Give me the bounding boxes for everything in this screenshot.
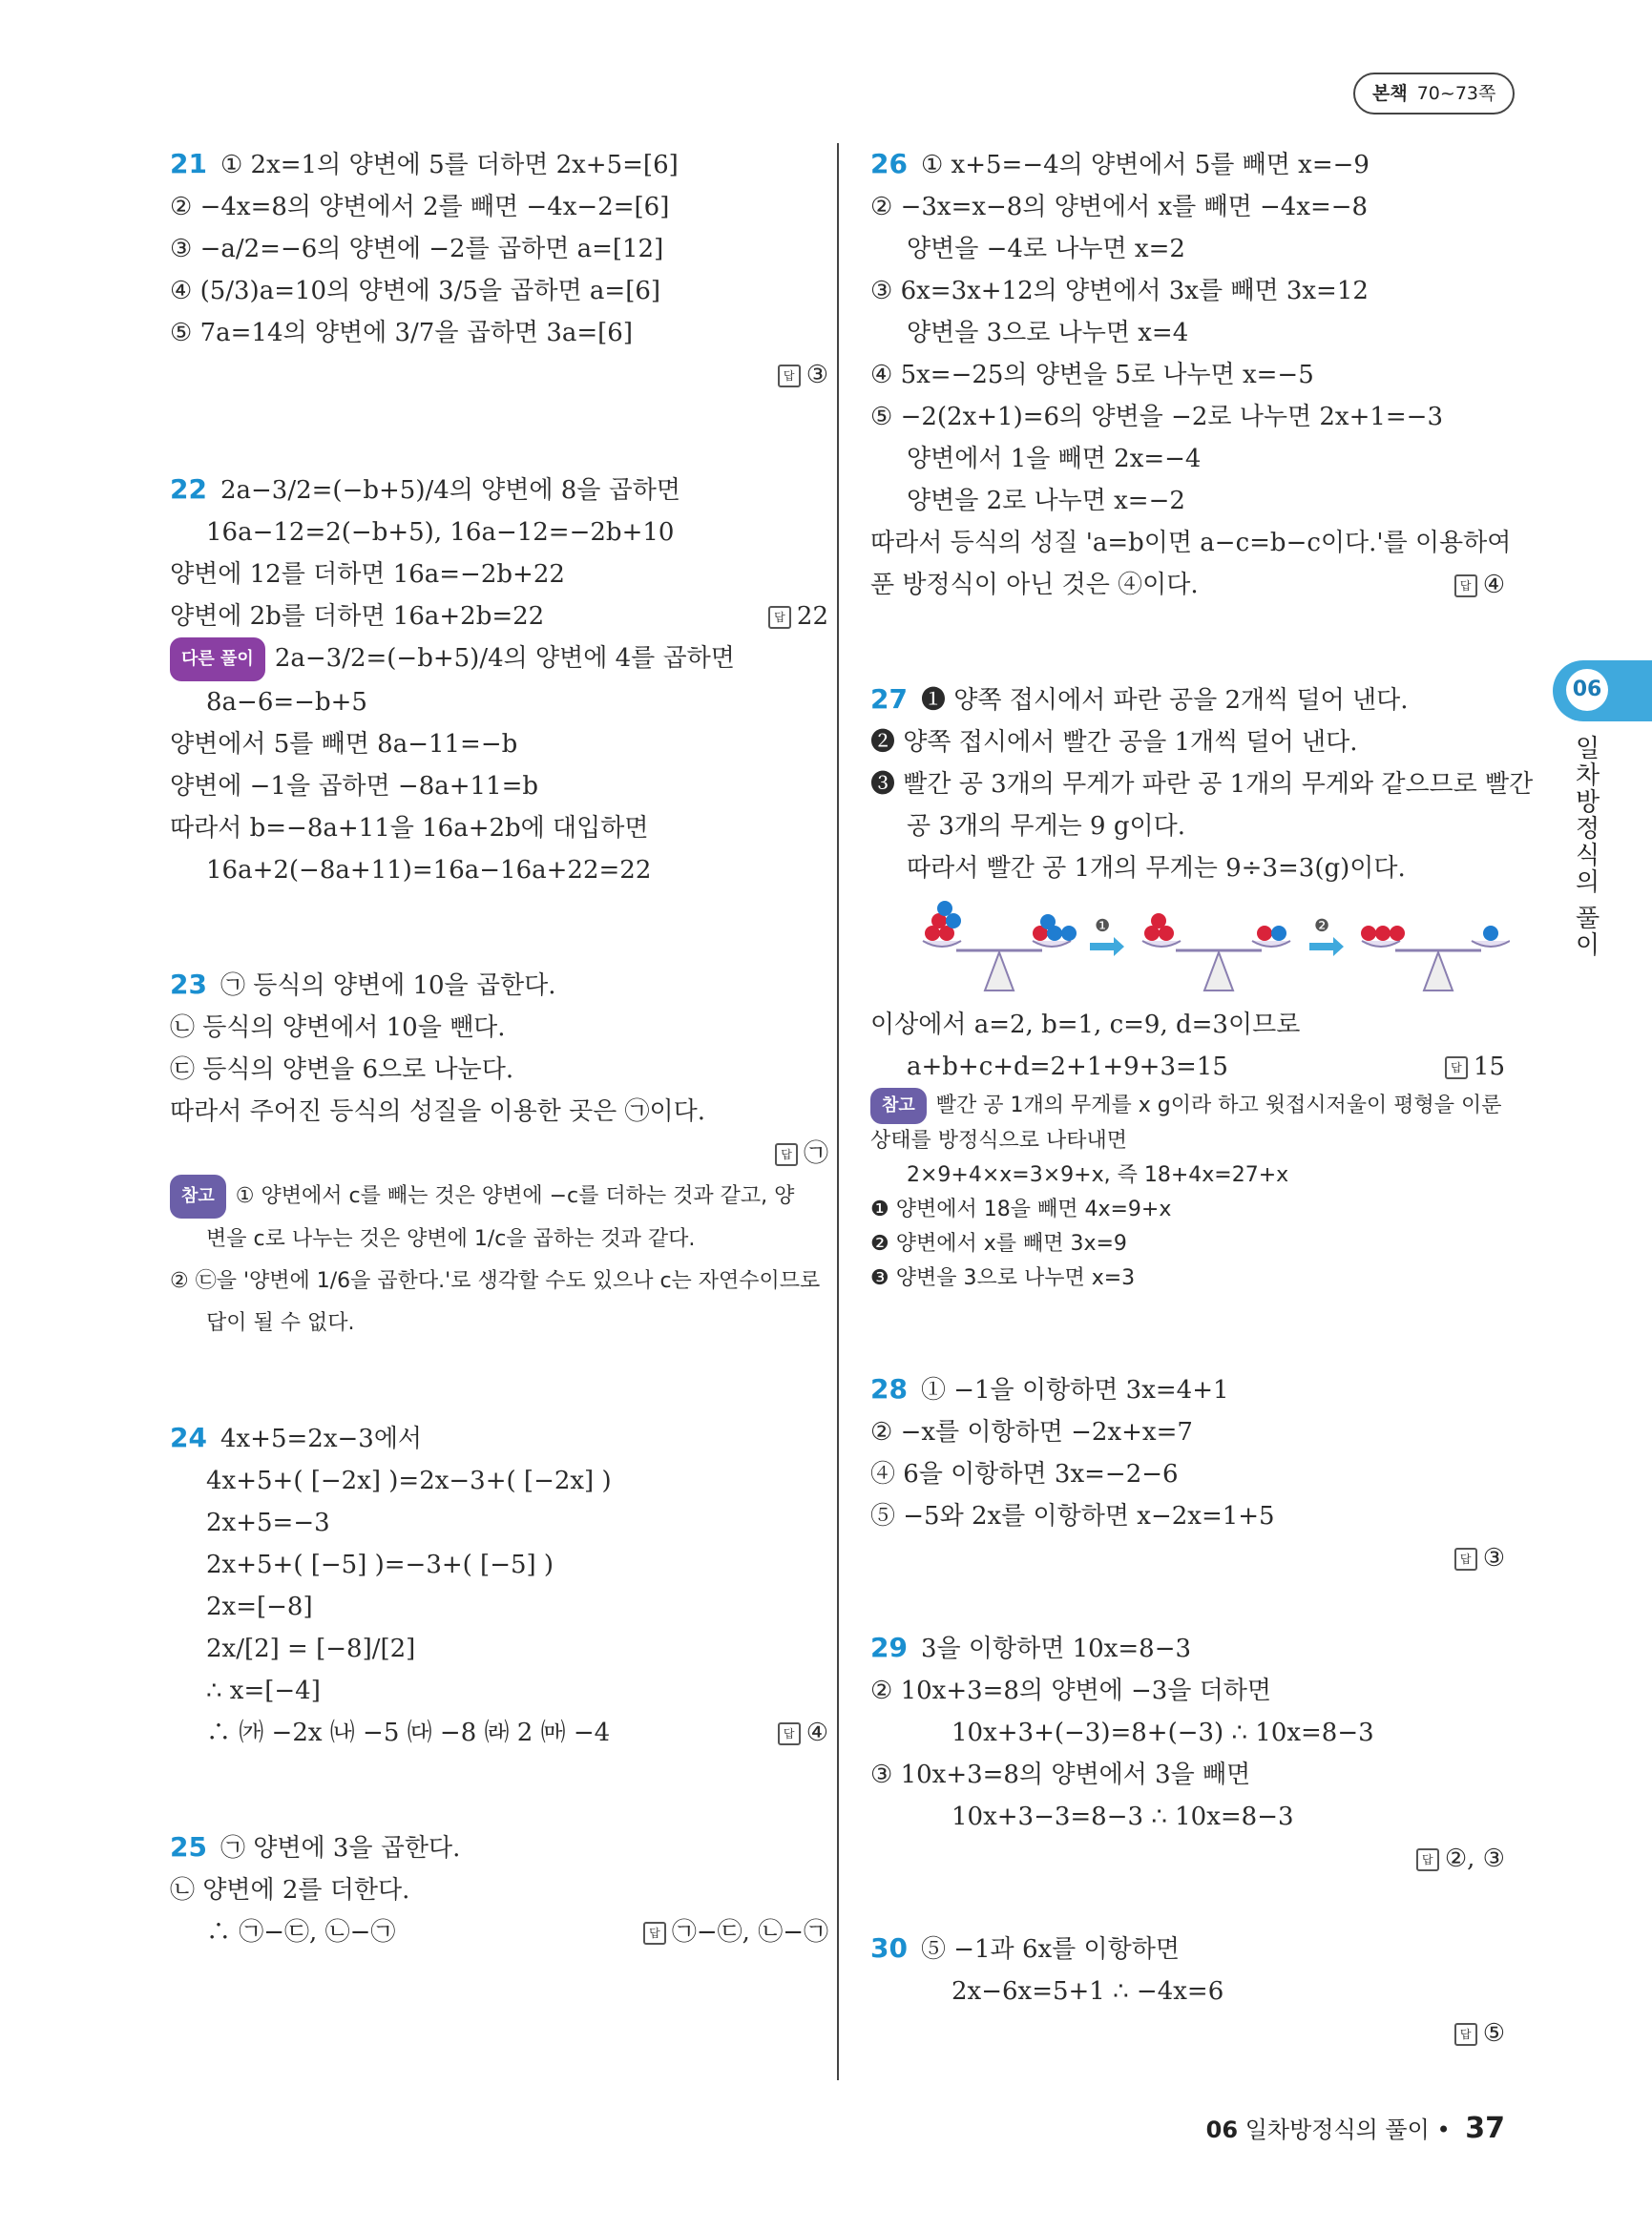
answer-icon: 답 <box>1454 1548 1477 1571</box>
solution-line: 양변에서 5를 빼면 8a−11=−b <box>170 730 518 759</box>
page-footer <box>1206 2111 1505 2145</box>
problem-number: 26 <box>870 148 908 179</box>
solution-line: ④ 5x=−25의 양변을 5로 나누면 x=−5 <box>870 361 1314 389</box>
arrow-icon <box>1309 937 1344 956</box>
solution-line: ㉠ 양변에 3을 곱한다. <box>220 1834 461 1863</box>
chapter-side-label: 일차방정식의 풀이 <box>1571 735 1600 959</box>
solution-line: 이상에서 a=2, b=1, c=9, d=3이므로 <box>870 1011 1301 1039</box>
problem-30 <box>870 1928 1505 2054</box>
answer: 답 22 <box>768 595 828 637</box>
solution-line: 2x−6x=5+1 ∴ −4x=6 <box>951 1977 1224 2006</box>
problem-29 <box>870 1627 1505 1880</box>
note-line: 상태를 방정식으로 나타내면 <box>870 1129 1128 1153</box>
answer-icon: 답 <box>1454 574 1477 597</box>
solution-line: ④ (5/3)a=10의 양변에 3/5을 곱하면 a=[6] <box>170 277 661 305</box>
note-line: 빨간 공 1개의 무게를 x g이라 하고 윗접시저울이 평형을 이룬 <box>935 1094 1502 1117</box>
solution-line: 따라서 주어진 등식의 성질을 이용한 곳은 ㉠이다. <box>170 1097 706 1126</box>
answer-icon: 답 <box>768 606 791 629</box>
solution-line: a+b+c+d=2+1+9+3=15 <box>907 1053 1228 1081</box>
balance-scale-2 <box>1142 913 1290 990</box>
note-tag: 참고 <box>870 1088 927 1124</box>
solution-line: 2a−3/2=(−b+5)/4의 양변에 8을 곱하면 <box>220 476 681 505</box>
footer-separator: • <box>1436 2116 1451 2143</box>
problem-27 <box>870 678 1534 1296</box>
solution-line: 양변에 12를 더하면 16a=−2b+22 <box>170 560 565 589</box>
solution-line: ❷ 양쪽 접시에서 빨간 공을 1개씩 덜어 낸다. <box>870 728 1358 757</box>
solution-line: 양변을 2로 나누면 x=−2 <box>907 487 1185 515</box>
solution-line: 4x+5=2x−3에서 <box>220 1425 423 1453</box>
problem-number: 21 <box>170 148 207 179</box>
problem-number: 28 <box>870 1373 908 1405</box>
solution-line: 양변을 −4로 나누면 x=2 <box>907 235 1185 263</box>
textbook-page-reference: 본책 70~73쪽 <box>1353 73 1515 115</box>
solution-line: ③ 6x=3x+12의 양변에서 3x를 빼면 3x=12 <box>870 277 1369 305</box>
balance-scale-3 <box>1361 926 1510 990</box>
problem-25 <box>170 1826 828 1953</box>
solution-line: ④ 6을 이항하면 3x=−2−6 <box>870 1460 1179 1489</box>
note-line: ① 양변에서 c를 빼는 것은 양변에 −c를 더하는 것과 같고, 양 <box>235 1184 795 1208</box>
solution-line: 2x/[2] = [−8]/[2] <box>206 1635 416 1663</box>
answer-icon: 답 <box>643 1922 666 1945</box>
solution-line: ① 2x=1의 양변에 5를 더하면 2x+5=[6] <box>220 151 679 179</box>
note-tag: 참고 <box>170 1175 226 1219</box>
solution-line: ∴ ㈎ −2x ㈏ −5 ㈐ −8 ㈑ 2 ㈒ −4 <box>206 1719 611 1747</box>
note-line: ❷ 양변에서 x를 빼면 3x=9 <box>870 1232 1127 1256</box>
problem-number: 29 <box>870 1632 908 1663</box>
balance-scale-figure <box>899 895 1505 1000</box>
note-line: ② ㉢을 '양변에 1/6을 곱한다.'로 생각할 수도 있으나 c는 자연수이므로 <box>170 1269 821 1293</box>
problem-number: 24 <box>170 1422 207 1453</box>
solution-line: ① x+5=−4의 양변에서 5를 빼면 x=−9 <box>920 151 1370 179</box>
problem-23 <box>170 964 828 1345</box>
solution-line: 따라서 빨간 공 1개의 무게는 9÷3=3(g)이다. <box>907 854 1406 883</box>
solution-line: 따라서 b=−8a+11을 16a+2b에 대입하면 <box>170 814 649 843</box>
solution-line: 양변을 3으로 나누면 x=4 <box>907 319 1189 347</box>
problem-number: 30 <box>870 1932 908 1964</box>
problem-26 <box>870 143 1512 606</box>
page-number: 37 <box>1465 2112 1505 2145</box>
problem-21 <box>170 143 828 396</box>
solution-line: 푼 방정식이 아닌 것은 ④이다. <box>870 571 1199 599</box>
answer: 답 ③ <box>170 354 828 396</box>
answer: 답 ⑤ <box>870 2012 1505 2054</box>
note-line: 변을 c로 나누는 것은 양변에 1/c을 곱하는 것과 같다. <box>206 1227 696 1251</box>
problem-24 <box>170 1417 828 1754</box>
chapter-number-badge: 06 <box>1566 669 1608 711</box>
solution-line: 2x+5=−3 <box>206 1509 330 1537</box>
solution-line: ∴ x=[−4] <box>206 1677 321 1705</box>
solution-line: ① −1을 이항하면 3x=4+1 <box>920 1376 1229 1405</box>
solution-line: 양변에 −1을 곱하면 −8a+11=b <box>170 772 539 801</box>
answer-icon: 답 <box>1416 1848 1439 1871</box>
solution-line: 2a−3/2=(−b+5)/4의 양변에 4를 곱하면 <box>274 644 735 673</box>
solution-line: 16a−12=2(−b+5), 16a−12=−2b+10 <box>206 518 675 547</box>
solution-line: ③ −a/2=−6의 양변에 −2를 곱하면 a=[12] <box>170 235 664 263</box>
solution-line: ∴ ㉠−㉢, ㉡−㉠ <box>206 1918 396 1947</box>
alternative-solution-tag: 다른 풀이 <box>170 637 265 681</box>
solution-line: 3을 이항하면 10x=8−3 <box>920 1635 1192 1663</box>
problem-28 <box>870 1368 1505 1579</box>
step-marker: ❶ <box>1095 916 1111 936</box>
right-column <box>870 143 1534 2074</box>
solution-line: ② −x를 이항하면 −2x+x=7 <box>870 1418 1193 1447</box>
balance-scale-1 <box>923 901 1077 990</box>
footer-chapter: 06 <box>1205 2116 1239 2143</box>
solution-line: ⑤ 7a=14의 양변에 3/7을 곱하면 3a=[6] <box>170 319 633 347</box>
answer: 답 ②, ③ <box>870 1838 1505 1880</box>
column-divider <box>837 143 839 2080</box>
solution-line: 4x+5+( [−2x] )=2x−3+( [−2x] ) <box>206 1467 612 1495</box>
solution-line: 10x+3−3=8−3 ∴ 10x=8−3 <box>951 1803 1294 1831</box>
solution-line: 양변에서 1을 빼면 2x=−4 <box>907 445 1202 473</box>
problem-number: 22 <box>170 473 207 505</box>
solution-line: 2x+5+( [−5] )=−3+( [−5] ) <box>206 1551 554 1579</box>
note-line: 2×9+4×x=3×9+x, 즉 18+4x=27+x <box>907 1163 1289 1187</box>
problem-22 <box>170 469 828 891</box>
answer-icon: 답 <box>778 365 801 387</box>
solution-line: ② −4x=8의 양변에서 2를 빼면 −4x−2=[6] <box>170 193 670 221</box>
answer: 답 ㉠−㉢, ㉡−㉠ <box>643 1911 828 1953</box>
solution-line: ⑤ −1과 6x를 이항하면 <box>920 1935 1180 1964</box>
solution-line: 8a−6=−b+5 <box>206 688 367 717</box>
note-line: 답이 될 수 없다. <box>206 1311 355 1335</box>
answer: 답 ㉠ <box>170 1133 828 1175</box>
answer-icon: 답 <box>1454 2023 1477 2046</box>
answer-icon: 답 <box>1445 1056 1468 1079</box>
solution-line: 양변에 2b를 더하면 16a+2b=22 <box>170 602 545 631</box>
solution-line: ㉡ 양변에 2를 더한다. <box>170 1876 410 1905</box>
problem-number: 25 <box>170 1831 207 1863</box>
chapter-side-tab[interactable] <box>1553 660 1652 721</box>
note-line: ❸ 양변을 3으로 나누면 x=3 <box>870 1266 1136 1290</box>
arrow-icon <box>1090 937 1124 956</box>
answer-icon: 답 <box>778 1722 801 1745</box>
solution-line: ⑤ −5와 2x를 이항하면 x−2x=1+5 <box>870 1502 1275 1531</box>
solution-line: ㉢ 등식의 양변을 6으로 나눈다. <box>170 1055 514 1084</box>
solution-line: ③ 10x+3=8의 양변에서 3을 빼면 <box>870 1761 1251 1789</box>
solution-line: 따라서 등식의 성질 'a=b이면 a−c=b−c이다.'를 이용하여 <box>870 529 1512 557</box>
solution-line: 공 3개의 무게는 9 g이다. <box>907 812 1185 841</box>
problem-number: 23 <box>170 969 207 1000</box>
solution-line: ㉡ 등식의 양변에서 10을 뺀다. <box>170 1013 506 1042</box>
solution-line: ❸ 빨간 공 3개의 무게가 파란 공 1개의 무게와 같으므로 빨간 <box>870 770 1534 799</box>
footer-title: 일차방정식의 풀이 <box>1244 2116 1430 2143</box>
answer: 답 15 <box>1445 1046 1505 1088</box>
problem-number: 27 <box>870 683 908 715</box>
solution-line: ⑤ −2(2x+1)=6의 양변을 −2로 나누면 2x+1=−3 <box>870 403 1444 431</box>
note-line: ❶ 양변에서 18을 빼면 4x=9+x <box>870 1198 1172 1221</box>
answer: 답 ④ <box>778 1712 828 1754</box>
solution-line: 2x=[−8] <box>206 1593 313 1621</box>
solution-line: ② −3x=x−8의 양변에서 x를 빼면 −4x=−8 <box>870 193 1369 221</box>
step-marker: ❷ <box>1314 916 1330 936</box>
solution-line: ② 10x+3=8의 양변에 −3을 더하면 <box>870 1677 1272 1705</box>
solution-line: ❶ 양쪽 접시에서 파란 공을 2개씩 덜어 낸다. <box>920 686 1409 715</box>
answer: 답 ③ <box>870 1537 1505 1579</box>
left-column <box>170 143 828 1972</box>
solution-line: 10x+3+(−3)=8+(−3) ∴ 10x=8−3 <box>951 1719 1374 1747</box>
answer: 답 ④ <box>1454 564 1505 606</box>
answer-icon: 답 <box>775 1143 798 1166</box>
solution-line: ㉠ 등식의 양변에 10을 곱한다. <box>220 971 556 1000</box>
solution-line: 16a+2(−8a+11)=16a−16a+22=22 <box>206 856 652 885</box>
